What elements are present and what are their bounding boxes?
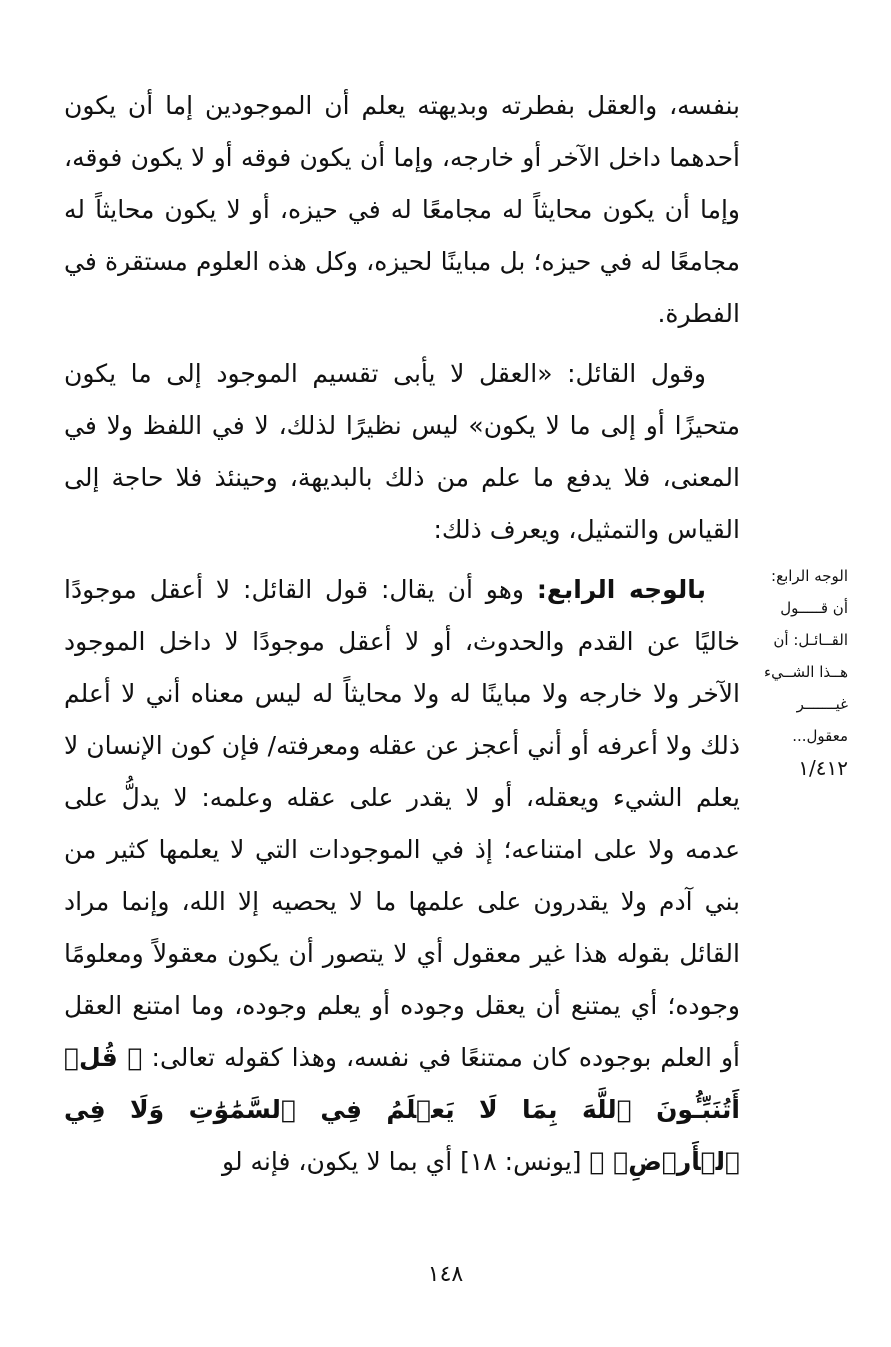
paragraph-3 — [64, 564, 740, 1188]
paragraph-2: وقول القائل: «العقل لا يأبى تقسيم الموجود إلى ما يكون متحيزًا أو إلى ما لا يكون» ليس نظيرًا لذلك، لا في اللفظ ولا في المعنى، فلا يدفع ما علم من ذلك بالبديهة، وحينئذ فلا حاجة إلى القياس والتمثيل، ويعرف ذلك: — [64, 359, 740, 544]
paragraph-3-body: وهو أن يقال: قول القائل: لا أعقل موجودًا خاليًا عن القدم والحدوث، أو لا أعقل موجودًا لا داخل الموجود الآخر ولا خارجه ولا مباينًا له ولا محايثاً له ليس معناه أني لا أعلم ذلك ولا أعرفه أو أني أعجز عن عقله ومعرفته/ فإن كون الإنسان لا يعلم الشيء ويعقله، أو لا يقدر على عقله وعلمه: لا يدلُّ على عدمه ولا على امتناعه؛ إذ في الموجودات التي لا يعلمها كثير من بني آدم ولا يقدرون على علمها ما لا يحصيه إلا الله، وإنما مراد القائل بقوله هذا غير معقول أي لا يتصور أن يكون معقولاً ومعلومًا وجوده؛ أي يمتنع أن يعقل وجوده أو يعلم وجوده، وما امتنع العقل أو العلم بوجوده كان ممتنعًا في نفسه، وهذا كقوله تعالى: — [64, 575, 740, 1072]
paragraph-1: بنفسه، والعقل بفطرته وبديهته يعلم أن الموجودين إما أن يكون أحدهما داخل الآخر أو خارجه، وإما أن يكون فوقه أو لا يكون فوقه، وإما أن يكون محايثاً له مجامعًا له في حيزه، أو لا يكون محايثاً له مجامعًا له في حيزه؛ بل مباينًا لحيزه، وكل هذه العلوم مستقرة في الفطرة. — [64, 91, 740, 328]
quran-verse: ﴿ قُلۡ أَتُنَبِّـُٔونَ ٱللَّهَ بِمَا لَا يَعۡلَمُ فِي ٱلسَّمَٰوَٰتِ وَلَا فِي ٱلۡأَرۡضِۚ ﴾ — [64, 1043, 740, 1176]
margin-note: الوجه الرابع: أن قـــــول القــائـل: أن هــذا الشــيء غيـــــــر معقول... — [764, 567, 848, 745]
margin-reference: ١/٤١٢ — [798, 756, 848, 780]
main-text-block — [64, 80, 740, 1188]
paragraph-3-tail: [يونس: ١٨] أي بما لا يكون، فإنه لو — [222, 1147, 590, 1176]
section-heading: بالوجه الرابع: — [536, 575, 707, 604]
page-number: ١٤٨ — [427, 1262, 464, 1287]
